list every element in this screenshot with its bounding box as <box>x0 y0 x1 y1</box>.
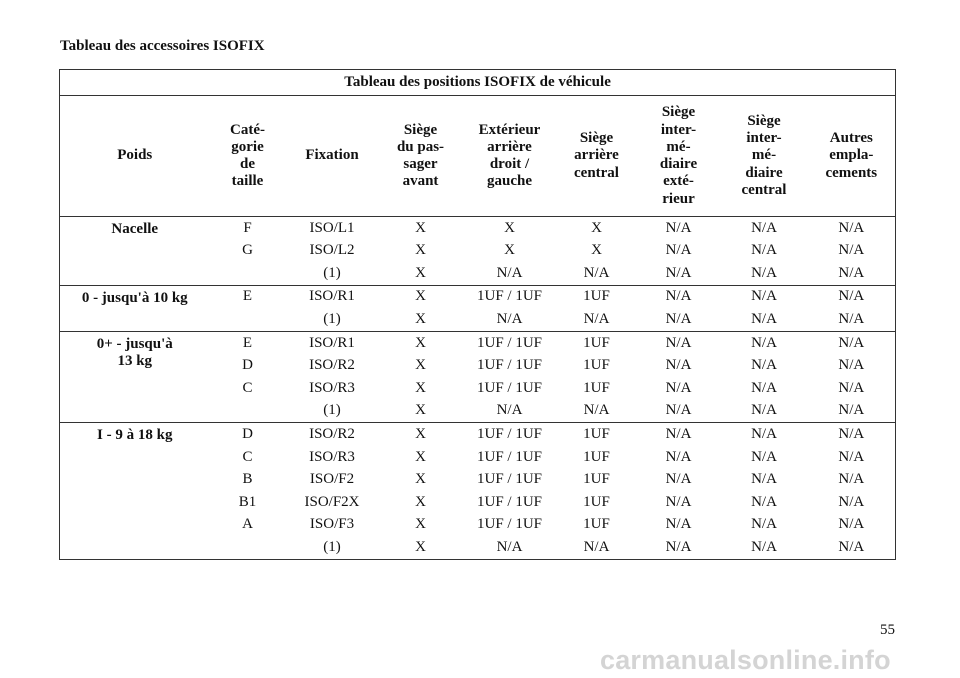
table-cell: D <box>242 426 253 443</box>
table-cell: N/A <box>557 308 637 331</box>
table-cell: X <box>415 448 426 465</box>
column-header <box>721 96 808 217</box>
table-cell: 1UF <box>583 288 610 305</box>
table-cell: X <box>415 471 426 488</box>
table-cell: ISO/R1 <box>309 288 355 305</box>
table-cell: N/A <box>721 400 808 423</box>
table-cell: ISO/R2 <box>309 426 355 443</box>
table-cell: 1UF / 1UF <box>476 357 543 374</box>
weight-group-label: 0+ - jusqu'à 13 kg <box>60 331 210 422</box>
table-cell <box>210 262 286 285</box>
table-cell: 1UF <box>583 516 610 533</box>
table-cell: N/A <box>751 471 777 488</box>
table-cell: (1) <box>286 262 379 285</box>
table-cell: N/A <box>665 242 692 259</box>
table-cell: 1UF / 1UF <box>476 426 543 443</box>
table-cell: N/A <box>838 516 865 533</box>
table-cell: N/A <box>665 288 692 305</box>
table-cell: N/A <box>751 426 777 443</box>
table-cell: N/A <box>557 262 637 285</box>
table-cell: X <box>379 536 463 559</box>
table-cell: X <box>415 334 426 351</box>
table-cell: 1UF / 1UF <box>476 379 543 396</box>
table-cell: C <box>242 448 253 465</box>
table-cell: D <box>242 357 253 374</box>
table-cell: C <box>242 379 253 396</box>
table-cell: G <box>242 242 253 259</box>
column-header-label: Siège inter- mé- diaire exté- rieur <box>659 104 698 207</box>
table-cell: N/A <box>751 219 777 236</box>
table-cell: X <box>379 308 463 331</box>
table-cell: N/A <box>838 357 865 374</box>
table-cell: N/A <box>665 493 692 510</box>
column-header-label: Fixation <box>305 147 359 164</box>
table-cell: N/A <box>808 536 896 559</box>
table-cell: N/A <box>557 400 637 423</box>
table-cell: N/A <box>838 471 865 488</box>
table-cell: X <box>415 426 426 443</box>
section-title: Tableau des accessoires ISOFIX <box>60 38 265 54</box>
table-cell: ISO/F2 <box>309 471 355 488</box>
table-cell: N/A <box>751 242 777 259</box>
table-cell <box>210 400 286 423</box>
table-cell: N/A <box>808 308 896 331</box>
weight-group-label: Nacelle <box>60 217 210 286</box>
table-cell: 1UF <box>583 448 610 465</box>
table-row <box>60 423 896 446</box>
table-cell: N/A <box>463 400 557 423</box>
table-cell: N/A <box>838 334 865 351</box>
table-cell: X <box>415 516 426 533</box>
table-cell: N/A <box>665 448 692 465</box>
table-cell: N/A <box>838 379 865 396</box>
table-cell: N/A <box>838 288 865 305</box>
table-cell: B <box>242 471 253 488</box>
table-cell: X <box>591 242 602 259</box>
table-cell: N/A <box>808 400 896 423</box>
table-cell: N/A <box>751 379 777 396</box>
table-cell: 1UF / 1UF <box>476 471 543 488</box>
table-cell: N/A <box>721 536 808 559</box>
table-cell: N/A <box>463 536 557 559</box>
table-cell: E <box>242 334 253 351</box>
table-cell: (1) <box>286 308 379 331</box>
weight-group-label: I - 9 à 18 kg <box>60 423 210 560</box>
table-cell: X <box>379 400 463 423</box>
table-cell: 1UF <box>583 357 610 374</box>
table-cell <box>210 536 286 559</box>
table-cell: N/A <box>665 357 692 374</box>
table-cell <box>210 308 286 331</box>
table-cell: (1) <box>286 536 379 559</box>
table-cell: 1UF / 1UF <box>476 288 543 305</box>
table-header-row <box>60 96 896 217</box>
table-row <box>60 285 896 308</box>
table-cell: N/A <box>721 262 808 285</box>
table-cell: N/A <box>463 308 557 331</box>
table-cell: ISO/R3 <box>309 448 355 465</box>
column-header-label: Poids <box>117 147 153 164</box>
column-header <box>808 96 896 217</box>
column-header <box>210 96 286 217</box>
table-cell: N/A <box>751 448 777 465</box>
table-cell: N/A <box>751 493 777 510</box>
table-cell: N/A <box>721 308 808 331</box>
table-cell: ISO/R2 <box>309 357 355 374</box>
table-cell: X <box>504 219 515 236</box>
table-cell: ISO/R3 <box>309 379 355 396</box>
column-header <box>379 96 463 217</box>
isofix-positions-table <box>59 69 896 560</box>
table-cell: ISO/L1 <box>309 219 355 236</box>
table-cell: X <box>415 242 426 259</box>
table-cell: N/A <box>463 262 557 285</box>
column-header <box>463 96 557 217</box>
column-header <box>637 96 721 217</box>
table-cell: X <box>415 219 426 236</box>
column-header-label: Extérieur arrière droit / gauche <box>478 121 541 190</box>
table-cell: N/A <box>808 262 896 285</box>
table-cell: N/A <box>637 308 721 331</box>
table-cell: E <box>242 288 253 305</box>
table-cell: 1UF / 1UF <box>476 516 543 533</box>
table-cell: X <box>504 242 515 259</box>
table-cell: N/A <box>665 426 692 443</box>
table-cell: (1) <box>286 400 379 423</box>
table-cell: ISO/F2X <box>304 493 360 510</box>
table-cell: N/A <box>637 536 721 559</box>
table-cell: N/A <box>751 516 777 533</box>
table-row <box>60 331 896 354</box>
table-cell: N/A <box>557 536 637 559</box>
table-cell: N/A <box>838 448 865 465</box>
weight-group-label: 0 - jusqu'à 10 kg <box>60 285 210 331</box>
column-header-label: Autres empla- cements <box>825 130 878 181</box>
table-cell: 1UF / 1UF <box>476 448 543 465</box>
table-cell: X <box>415 357 426 374</box>
column-header-label: Siège du pas- sager avant <box>396 121 445 190</box>
table-cell: N/A <box>838 493 865 510</box>
table-cell: X <box>415 493 426 510</box>
watermark: carmanualsonline.info <box>600 645 891 675</box>
table-cell: 1UF <box>583 471 610 488</box>
table-cell: ISO/R1 <box>309 334 355 351</box>
column-header-label: Siège inter- mé- diaire central <box>741 112 787 198</box>
table-cell: X <box>379 262 463 285</box>
table-cell: 1UF <box>583 426 610 443</box>
table-cell: 1UF / 1UF <box>476 334 543 351</box>
table-cell: N/A <box>665 471 692 488</box>
table-caption: Tableau des positions ISOFIX de véhicule <box>60 70 896 96</box>
table-cell: X <box>415 288 426 305</box>
table-cell: N/A <box>665 379 692 396</box>
column-header <box>557 96 637 217</box>
table-body <box>60 217 896 560</box>
table-cell: ISO/L2 <box>309 242 355 259</box>
column-header <box>286 96 379 217</box>
table-cell: X <box>591 219 602 236</box>
table-cell: 1UF <box>583 493 610 510</box>
table-cell: F <box>243 219 252 236</box>
table-cell: 1UF / 1UF <box>476 493 543 510</box>
table-cell: B1 <box>238 493 257 510</box>
table-cell: N/A <box>637 262 721 285</box>
table-cell: N/A <box>751 357 777 374</box>
column-header-label: Caté- gorie de taille <box>230 121 265 190</box>
table-cell: N/A <box>665 516 692 533</box>
table-cell: A <box>242 516 253 533</box>
table-cell: ISO/F3 <box>309 516 355 533</box>
table-cell: 1UF <box>583 379 610 396</box>
table-row <box>60 217 896 240</box>
table-cell: N/A <box>838 242 865 259</box>
table-cell: N/A <box>751 288 777 305</box>
table-cell: N/A <box>838 219 865 236</box>
table-cell: X <box>415 379 426 396</box>
column-header <box>60 96 210 217</box>
table-cell: N/A <box>637 400 721 423</box>
table-cell: N/A <box>665 219 692 236</box>
table-cell: 1UF <box>583 334 610 351</box>
table-cell: N/A <box>665 334 692 351</box>
table-cell: N/A <box>751 334 777 351</box>
page-number: 55 <box>880 622 895 638</box>
table-cell: N/A <box>838 426 865 443</box>
column-header-label: Siège arrière central <box>574 130 619 181</box>
